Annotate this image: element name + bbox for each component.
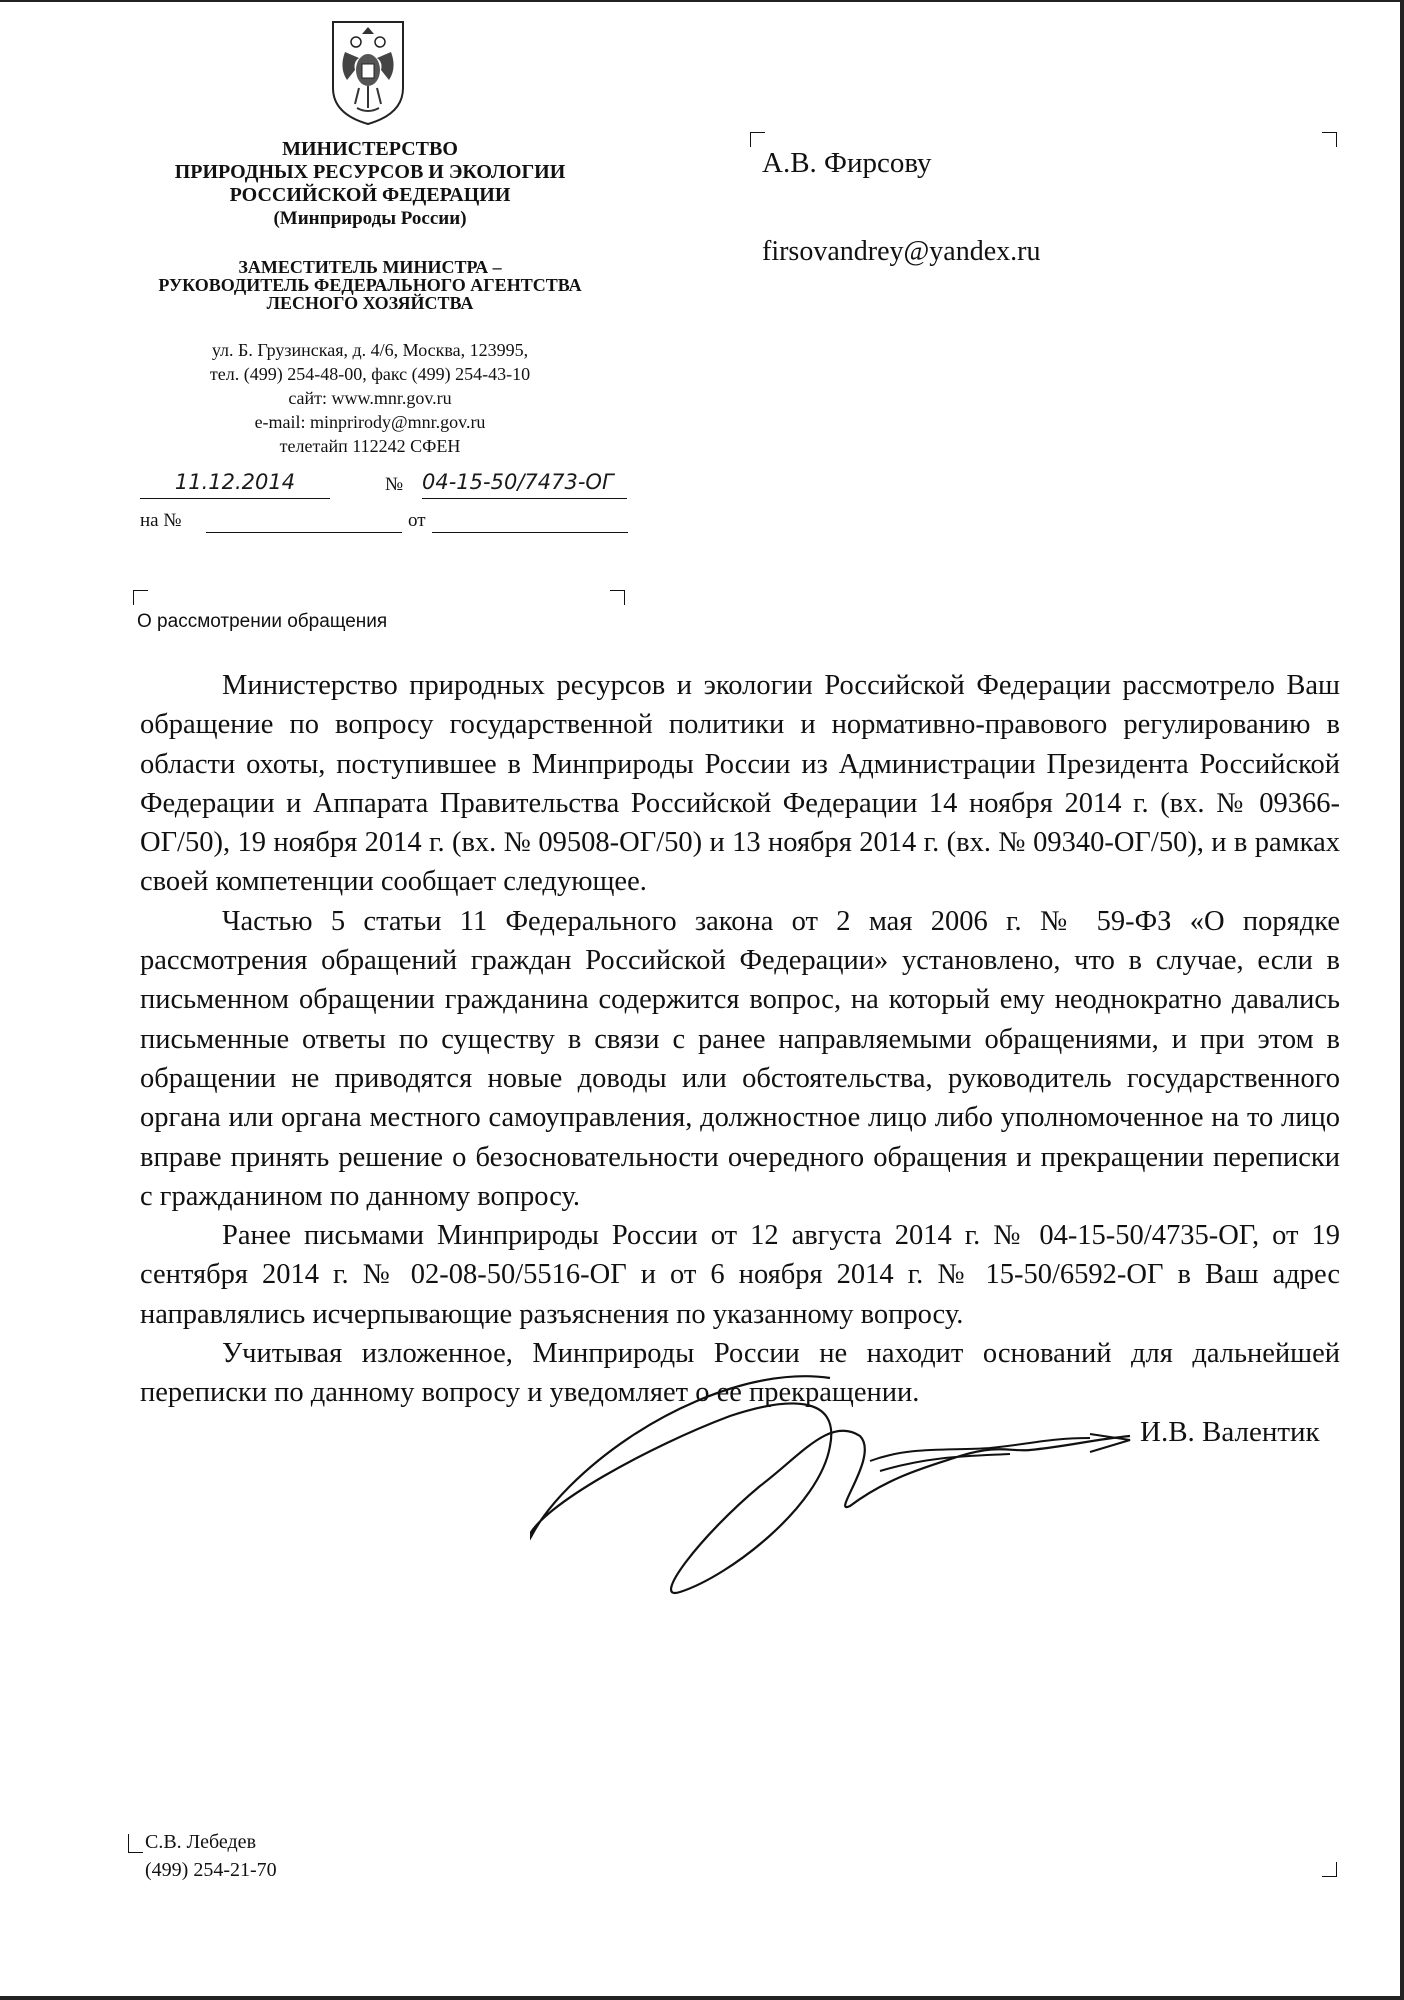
executor-phone: (499) 254-21-70 [145,1859,277,1881]
reference-line [140,510,660,540]
executor-bracket [128,1834,143,1853]
coat-of-arms-icon [329,18,407,128]
addressee-name: А.В. Фирсову [762,147,932,179]
teletype: телетайп 112242 СФЕН [279,436,461,456]
body-paragraph-3: Ранее письмами Минприроды России от 12 августа 2014 г. № 04-15-50/4735-ОГ, от 19 сентября 2014 г. № 02-08-50/5516-ОГ и от 6 ноября 2014 г. № 15-50/6592-ОГ в Ваш адрес направлялись исчерпывающие разъяснения по указанному вопросу. [140,1220,1340,1330]
addressee-corner-tr [1322,132,1337,147]
subject-corner-tr [610,590,625,605]
reference-number-blank [206,532,402,533]
page-border-top [0,0,1404,2]
page-border-bottom [0,1996,1404,2000]
addressee-email: firsovandrey@yandex.ru [762,236,1041,267]
ministry-header [100,138,640,230]
ministry-line-3: РОССИЙСКОЙ ФЕДЕРАЦИИ [229,184,511,206]
registration-date: 11.12.2014 [140,470,330,499]
registration-line [140,470,660,510]
reference-date-label: от [408,510,426,531]
body-paragraph-1: Министерство природных ресурсов и экологии Российской Федерации рассмотрело Ваш обращение по вопросу государственной политики и нормативно-правового регулированию в области охоты, поступившее в Минприроды России из Администрации Президента Российской Федерации и Аппарата Правительства Российской Федерации 14 ноября 2014 г. (вх. № 09366-ОГ/50), 19 ноября 2014 г. (вх. № 09508-ОГ/50) и 13 ноября 2014 г. (вх. № 09340-ОГ/50), и в рамках своей компетенции сообщает следующее. [140,670,1340,898]
page-border-right [1400,0,1404,2000]
postal-address: ул. Б. Грузинская, д. 4/6, Москва, 123995, [211,340,529,360]
letter-body [140,666,1340,1413]
contact-block [100,338,640,458]
registration-number-label: № [385,474,404,495]
contact-email: e-mail: minprirody@mnr.gov.ru [254,412,486,432]
body-paragraph-4: Учитывая изложенное, Минприроды России не находит оснований для дальнейшей переписки по данному вопросу и уведомляет о ее прекращении. [140,1338,1340,1409]
position-line-1: ЗАМЕСТИТЕЛЬ МИНИСТРА – [238,257,502,277]
executor-name: С.В. Лебедев [145,1831,257,1853]
position-title [100,258,640,312]
ministry-short-name: (Минприроды России) [273,208,467,229]
ministry-line-1: МИНИСТЕРСТВО [282,138,458,160]
letter-subject: О рассмотрении обращения [137,611,388,632]
phone-fax: тел. (499) 254-48-00, факс (499) 254-43-10 [209,364,531,384]
signatory-name: И.В. Валентик [1140,1416,1320,1448]
body-paragraph-2: Частью 5 статьи 11 Федерального закона от 2 мая 2006 г. № 59-ФЗ «О порядке рассмотрения обращений граждан Российской Федерации» установлено, что в случае, если в письменном обращении гражданина содержится вопрос, на который ему неоднократно давались письменные ответы по существу в связи с ранее направляемыми обращениями, и при этом в обращении не приводятся новые доводы или обстоятельства, руководитель государственного органа или органа местного самоуправления, должностное лицо либо уполномоченное на то лицо вправе принять решение о безосновательности очередного обращения и прекращении переписки с гражданином по данному вопросу. [140,905,1340,1212]
registration-number: 04-15-50/7473-ОГ [422,470,627,499]
subject-corner-tl [133,590,148,605]
handwritten-signature [530,1356,1150,1596]
executor-info [145,1828,277,1884]
addressee-corner-tl [750,132,765,147]
reference-date-blank [432,532,628,533]
website: сайт: www.mnr.gov.ru [288,388,452,408]
position-line-2: РУКОВОДИТЕЛЬ ФЕДЕРАЛЬНОГО АГЕНТСТВА [158,275,582,295]
ministry-line-2: ПРИРОДНЫХ РЕСУРСОВ И ЭКОЛОГИИ [174,161,566,183]
reference-number-label: на № [140,510,182,531]
page-corner-br [1322,1862,1337,1877]
position-line-3: ЛЕСНОГО ХОЗЯЙСТВА [266,293,474,313]
